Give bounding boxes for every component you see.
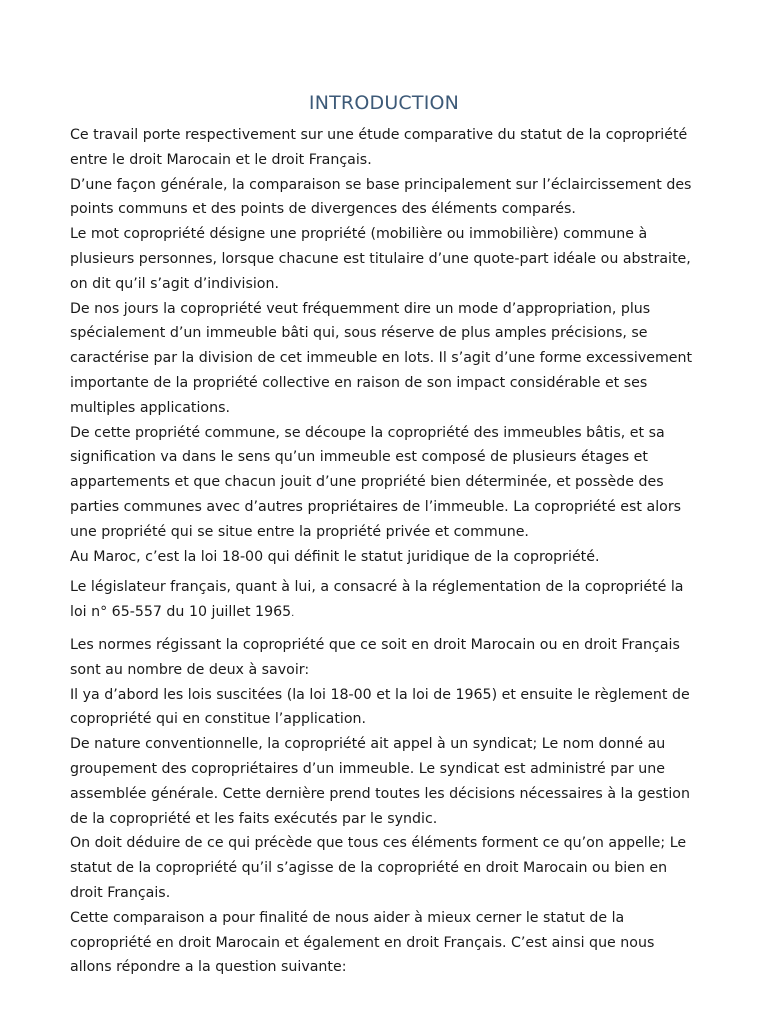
text-segment: loi n° 65-557 du 10 juillet 1965 bbox=[70, 604, 292, 621]
text-line: Cette comparaison a pour finalité de nous aider à mieux cerner le statut de la bbox=[70, 909, 625, 926]
text-line: on dit qu’il s’agit d’indivision. bbox=[70, 275, 279, 292]
text-line: plusieurs personnes, lorsque chacune est titulaire d’une quote-part idéale ou abstraite, bbox=[70, 250, 691, 267]
text-line: De cette propriété commune, se découpe la copropriété des immeubles bâtis, et sa bbox=[70, 424, 665, 441]
page-title: INTRODUCTION bbox=[308, 92, 460, 114]
text-line: points communs et des points de divergences des éléments comparés. bbox=[70, 201, 576, 218]
text-line: parties communes avec d’autres propriétaires de l’immeuble. La copropriété est alors bbox=[70, 498, 682, 515]
text-line: copropriété qui en constitue l’application. bbox=[70, 711, 367, 728]
text-line: de la copropriété et les faits exécutés par le syndic. bbox=[70, 810, 438, 827]
text-line: appartements et que chacun jouit d’une propriété bien déterminée, et possède des bbox=[70, 474, 664, 491]
text-line: Au Maroc, c’est la loi 18-00 qui définit le statut juridique de la copropriété. bbox=[70, 548, 600, 565]
text-line: copropriété en droit Marocain et également en droit Français. C’est ainsi que nous bbox=[70, 934, 655, 951]
text-line: De nos jours la copropriété veut fréquemment dire un mode d’appropriation, plus bbox=[70, 300, 651, 317]
text-line: multiples applications. bbox=[70, 399, 230, 416]
text-line: une propriété qui se situe entre la propriété privée et commune. bbox=[70, 523, 529, 540]
text-line: spécialement d’un immeuble bâti qui, sous réserve de plus amples précisions, se bbox=[70, 325, 648, 342]
text-line: assemblée générale. Cette dernière prend toutes les décisions nécessaires à la gestion bbox=[70, 785, 690, 802]
text-line: Les normes régissant la copropriété que ce soit en droit Marocain ou en droit Français bbox=[70, 636, 680, 653]
introduction-body bbox=[70, 123, 702, 980]
text-line: droit Français. bbox=[70, 884, 171, 901]
text-line: groupement des copropriétaires d’un immeuble. Le syndicat est administré par une bbox=[70, 760, 665, 777]
text-line bbox=[70, 600, 702, 627]
text-line: signification va dans le sens qu’un immeuble est composé de plusieurs étages et bbox=[70, 449, 648, 466]
text-line: Ce travail porte respectivement sur une étude comparative du statut de la copropriété bbox=[70, 127, 688, 143]
text-line: Le mot copropriété désigne une propriété (mobilière ou immobilière) commune à bbox=[70, 226, 648, 243]
text-line: caractérise par la division de cet immeuble en lots. Il s’agit d’une forme excessivement bbox=[70, 350, 693, 367]
text-line: sont au nombre de deux à savoir: bbox=[70, 661, 310, 678]
text-line: importante de la propriété collective en raison de son impact considérable et ses bbox=[70, 374, 648, 391]
text-line: statut de la copropriété qu’il s’agisse de la copropriété en droit Marocain ou bien en bbox=[70, 860, 668, 877]
trailing-period: . bbox=[291, 608, 295, 620]
text-line: D’une façon générale, la comparaison se base principalement sur l’éclaircissement des bbox=[70, 176, 692, 193]
text-line: De nature conventionnelle, la copropriété ait appel à un syndicat; Le nom donné au bbox=[70, 736, 666, 753]
text-line: allons répondre a la question suivante: bbox=[70, 959, 347, 976]
text-line: On doit déduire de ce qui précède que tous ces éléments forment ce qu’on appelle; Le bbox=[70, 835, 687, 852]
text-line: Il ya d’abord les lois suscitées (la loi 18-00 et la loi de 1965) et ensuite le règlement de bbox=[70, 686, 690, 703]
text-line: entre le droit Marocain et le droit Français. bbox=[70, 151, 372, 168]
text-line: Le législateur français, quant à lui, a consacré à la réglementation de la copropriété la bbox=[70, 579, 684, 596]
